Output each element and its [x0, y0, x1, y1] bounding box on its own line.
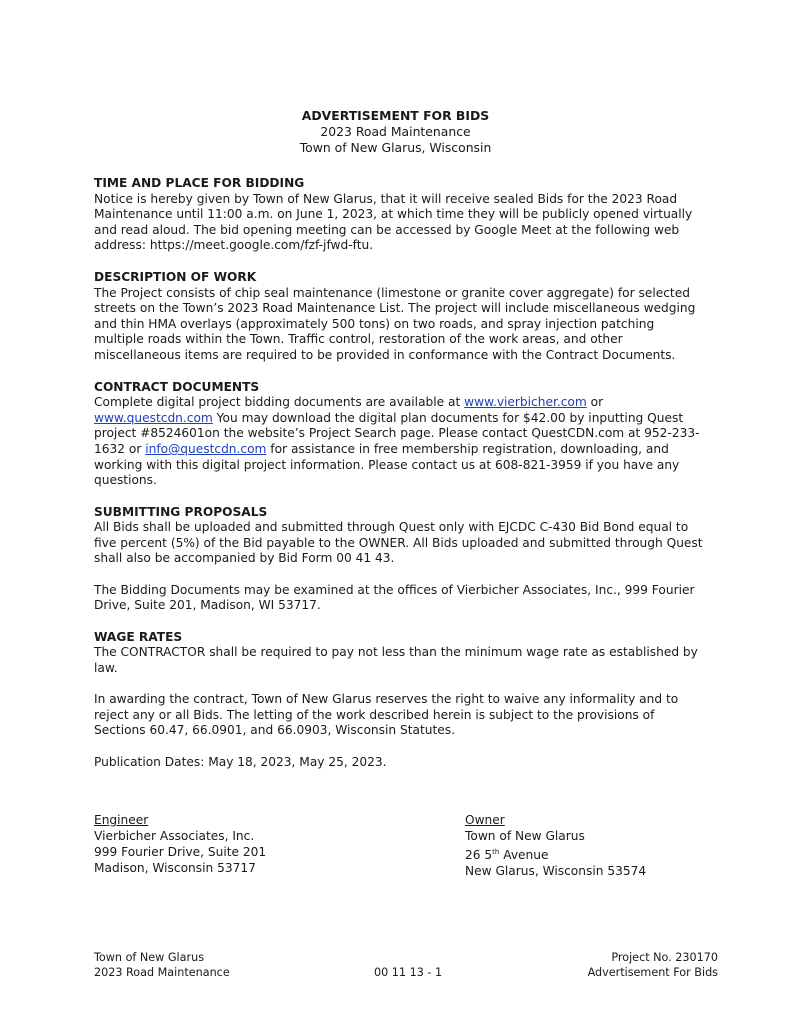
owner-block: [465, 812, 646, 879]
footer-project: 2023 Road Maintenance: [94, 966, 230, 979]
email-link[interactable]: info@questcdn.com: [145, 441, 267, 456]
text-fragment: Complete digital project bidding documents are available at: [94, 395, 465, 410]
owner-location: Town of New Glarus, Wisconsin: [299, 140, 492, 155]
footer-project-number: Project No. 230170: [611, 951, 718, 964]
section-wage-rates: [94, 630, 706, 770]
address-number: 26 5: [465, 848, 493, 862]
footer-right: [588, 950, 718, 980]
section-text: All Bids shall be uploaded and submitted through Quest only with EJCDC C-430 Bid Bond equal to five percent (5%) of the Bid payable to the OWNER. All Bids uploaded and submitted through Quest shall also be accompanied by Bid Form 00 41 43.: [94, 520, 703, 566]
section-time-and-place: [94, 176, 706, 254]
footer-doc-title: Advertisement For Bids: [587, 966, 718, 979]
owner-label: Owner: [465, 813, 505, 827]
engineer-block: [94, 812, 266, 876]
document-title: ADVERTISEMENT FOR BIDS: [301, 108, 490, 123]
owner-address2: New Glarus, Wisconsin 53574: [465, 864, 647, 878]
text-fragment: You may download the digital plan documents for $42.00 by inputting Quest project #8524601on the website’s Project Search page. Please contact QuestCDN.com at 952-233-1632 or: [94, 410, 700, 456]
text-fragment: for assistance in free membership registration, downloading, and working with this digital project information. Please contact us at 608-821-3959 if you have any questions.: [94, 441, 680, 488]
section-heading: DESCRIPTION OF WORK: [94, 269, 257, 284]
section-text: Notice is hereby given by Town of New Glarus, that it will receive sealed Bids for the 2023 Road Maintenance until 11:00 a.m. on June 1, 2023, at which time they will be publicly opened virtually and read aloud. The bid opening meeting can be accessed by Google Meet at the following web address: https://meet.google.com/fzf-jfwd-ftu.: [94, 191, 693, 253]
section-description-of-work: [94, 270, 706, 364]
footer-section-number: 00 11 13 - 1: [374, 966, 443, 979]
section-text: The CONTRACTOR shall be required to pay not less than the minimum wage rate as established by law.: [94, 645, 698, 676]
address-street: Avenue: [499, 848, 549, 862]
footer-left: [94, 950, 230, 980]
section-text: In awarding the contract, Town of New Glarus reserves the right to waive any informality and to reject any or all Bids. The letting of the work described herein is subject to the provisions of Sections 60.47, 66.0901, and 66.0903, Wisconsin Statutes.: [94, 692, 679, 738]
section-submitting-proposals: [94, 505, 706, 614]
ordinal-suffix: th: [492, 848, 500, 856]
section-text: The Bidding Documents may be examined at the offices of Vierbicher Associates, Inc., 999 Fourier Drive, Suite 201, Madison, WI 53717.: [94, 582, 695, 613]
text-fragment: or: [586, 395, 604, 410]
engineer-label: Engineer: [94, 813, 149, 827]
contacts-block: [94, 812, 706, 882]
section-contract-documents: [94, 380, 706, 489]
section-heading: CONTRACT DOCUMENTS: [94, 379, 260, 394]
section-text: The Project consists of chip seal maintenance (limestone or granite cover aggregate) for selected streets on the Town’s 2023 Road Maintenance List. The project will include miscellaneous wedging and thin HMA overlays (approximately 500 tons) on two roads, and spray injection patching multiple roads within the Town. Traffic control, restoration of the work areas, and other miscellaneous items are required to be provided in conformance with the Contract Documents.: [94, 285, 696, 362]
questcdn-link[interactable]: www.questcdn.com: [94, 410, 213, 425]
section-text: [94, 395, 706, 489]
project-name: 2023 Road Maintenance: [320, 124, 471, 139]
vierbicher-link[interactable]: www.vierbicher.com: [464, 395, 587, 410]
page-footer: [94, 950, 718, 986]
document-header: [0, 108, 791, 156]
section-heading: WAGE RATES: [94, 629, 183, 644]
owner-address1: [465, 844, 646, 863]
engineer-address1: 999 Fourier Drive, Suite 201: [94, 845, 267, 859]
document-body: [94, 176, 706, 786]
section-heading: TIME AND PLACE FOR BIDDING: [94, 176, 305, 190]
publication-dates: Publication Dates: May 18, 2023, May 25, 2023.: [94, 754, 387, 769]
owner-name: Town of New Glarus: [465, 829, 585, 843]
section-heading: SUBMITTING PROPOSALS: [94, 504, 268, 519]
engineer-name: Vierbicher Associates, Inc.: [94, 829, 255, 843]
engineer-address2: Madison, Wisconsin 53717: [94, 861, 256, 875]
footer-owner: Town of New Glarus: [94, 951, 205, 964]
